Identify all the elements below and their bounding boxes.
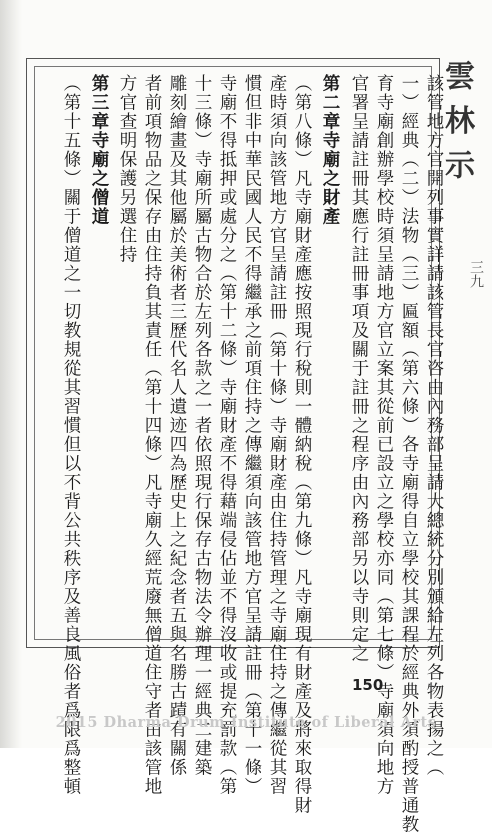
text-column-4: 官署呈請註冊其應行註冊事項及關于註冊之程序由內務部另以寺則定之 bbox=[349, 74, 369, 663]
chapter-heading-2: 第二章寺廟之財產 bbox=[320, 74, 340, 226]
text-column-9: 寺廟不得抵押或處分之（第十二條）寺廟財產不得藉端侵佔並不得沒收或提充罰款（第 bbox=[217, 74, 237, 796]
text-column-13: 方官查明保護另選住持 bbox=[117, 74, 137, 264]
text-column-6: （第八條）凡寺廟財產應按照現行稅則一體納稅（第九條）凡寺廟現有財產及將來取得財 bbox=[292, 74, 312, 815]
text-column-10: 十三條）寺廟所屬古物合於左列各款之一者依照現行保存古物法令辦理一經典二建築 bbox=[192, 74, 212, 777]
book-binding-shadow bbox=[0, 0, 22, 748]
text-column-15: （第十五條）關于僧道之一切教規從其習慣但以不背公共秩序及善良風俗者爲限爲整頓 bbox=[61, 74, 81, 796]
text-column-1: 該管地方官開列事實詳請該管長官咨由內務部呈請大總統分別頒給左列各物表揚之（ bbox=[424, 74, 444, 777]
chapter-heading-3: 第三章寺廟之僧道 bbox=[89, 74, 109, 226]
running-header-title: 雲 林 示 bbox=[439, 60, 474, 181]
text-column-12: 者前項物品之保存由住持負其責任（第十四條）凡寺廟久經荒廢無僧道住守者由該管地 bbox=[142, 74, 162, 796]
page-number: 150 bbox=[352, 676, 384, 694]
watermark: 2015 Dharma Drum Institute of Liberal Arts bbox=[55, 714, 437, 731]
text-column-3: 育寺廟創辦學校時須呈請地方官立案其從前已設立之學校亦同（第七條）寺廟須向地方 bbox=[374, 74, 394, 796]
text-column-8: 慣但非中華民國人民不得繼承之前項住持之傳繼須向該管地方官呈請註冊（第十一條） bbox=[242, 74, 262, 796]
text-column-2: 一）經典（二）法物（三）匾額（第六條）各寺廟得自立學校其課程於經典外須酌授普通教 bbox=[399, 74, 419, 834]
running-header-mark: 三九 bbox=[468, 260, 484, 288]
text-column-11: 雕刻繪畫及其他屬於美術者三歷代名人遺迹四為歷史上之紀念者五與名勝古蹟有關係 bbox=[167, 74, 187, 777]
text-column-7: 產時須向該管地方官呈請註冊（第十條）寺廟財產由住持管理之寺廟住持之傳繼從其習 bbox=[267, 74, 287, 796]
